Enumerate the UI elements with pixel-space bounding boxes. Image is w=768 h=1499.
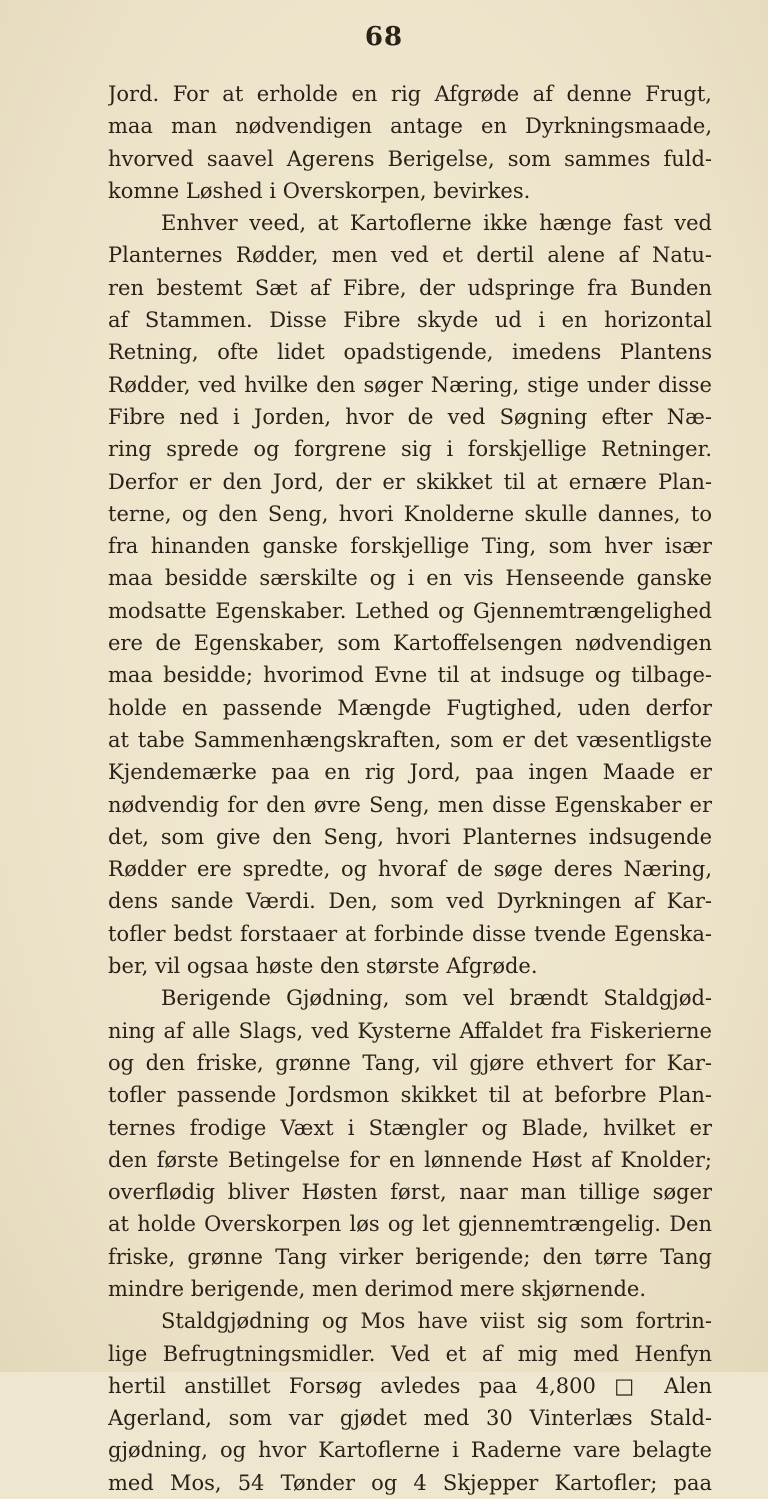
text-line: ere de Egenskaber, som Kartoffelsengen nødvendigen [108,631,712,656]
page-number: 68 [364,22,404,52]
text-line: mindre berigende, men derimod mere skjørnende. [108,1276,647,1301]
text-line: Kjendemærke paa en rig Jord, paa ingen Maade er [108,760,712,785]
text-line: tofler bedst forstaaer at forbinde disse tvende Egenska- [108,921,712,946]
text-line: Agerland, som var gjødet med 30 Vinterlæs Stald- [108,1406,712,1431]
text-line: Fibre ned i Jorden, hvor de ved Søgning efter Næ- [108,404,712,429]
text-line: Staldgjødning og Mos have viist sig som fortrin- [161,1309,712,1334]
text-line: fra hinanden ganske forskjellige Ting, som hver især [108,534,712,559]
text-line: ning af alle Slags, ved Kysterne Affaldet fra Fiskerierne [108,1018,712,1043]
text-line: Jord. For at erholde en rig Afgrøde af denne Frugt, [108,82,712,106]
text-line: Enhver veed, at Kartoflerne ikke hænge fast ved [161,211,712,236]
text-line: med Mos, 54 Tønder og 4 Skjepper Kartofler; paa [108,1470,712,1495]
text-line: tofler passende Jordsmon skikket til at beforbre Plan- [108,1083,712,1108]
text-line: Retning, ofte lidet opadstigende, imedens Plantens [108,340,712,365]
text-line: ring sprede og forgrene sig i forskjellige Retninger. [108,437,712,462]
text-line: at holde Overskorpen løs og let gjennemtrængelig. Den [108,1212,712,1237]
text-line: ren bestemt Sæt af Fibre, der udspringe fra Bunden [108,275,712,300]
text-line: maa man nødvendigen antage en Dyrkningsmaade, [108,114,712,139]
text-line: hvorved saavel Agerens Berigelse, som sammes fuld- [108,146,712,171]
text-line: nødvendig for den øvre Seng, men disse Egenskaber er [108,792,712,817]
text-line: overflødig bliver Høsten først, naar man tillige søger [108,1180,712,1205]
text-line: at tabe Sammenhængskraften, som er det væsentligste [108,727,712,752]
text-line: Berigende Gjødning, som vel brændt Staldgjød- [161,986,712,1011]
text-line: Rødder, ved hvilke den søger Næring, stige under disse [108,372,712,397]
text-line: gjødning, og hvor Kartoflerne i Raderne vare belagte [108,1438,712,1463]
text-line: komne Løshed i Overskorpen, bevirkes. [108,178,531,203]
text-line: af Stammen. Disse Fibre skyde ud i en horizontal [108,308,712,333]
text-line: det, som give den Seng, hvori Planternes indsugende [108,824,712,849]
text-line: terne, og den Seng, hvori Knolderne skulle dannes, to [108,501,712,526]
text-line: friske, grønne Tang virker berigende; den tørre Tang [108,1244,712,1269]
text-line: modsatte Egenskaber. Lethed og Gjennemtrængelighed [108,598,712,623]
text-line: Planternes Rødder, men ved et dertil alene af Natu- [108,243,712,268]
text-line: maa besidde; hvorimod Evne til at indsuge og tilbage- [108,663,712,688]
text-line: den første Betingelse for en lønnende Høst af Knolder; [108,1147,712,1172]
text-line: lige Befrugtningsmidler. Ved et af mig med Henfyn [108,1341,712,1366]
text-line: Rødder ere spredte, og hvoraf de søge deres Næring, [108,857,712,882]
text-line: og den friske, grønne Tang, vil gjøre ethvert for Kar- [108,1050,712,1075]
body-text [108,78,712,1499]
text-line: dens sande Værdi. Den, som ved Dyrkningen af Kar- [108,889,712,914]
text-line: holde en passende Mængde Fugtighed, uden derfor [108,695,712,720]
text-line: ternes frodige Væxt i Stængler og Blade, hvilket er [108,1115,712,1140]
text-line: hertil anstillet Forsøg avledes paa 4,800 □ Alen [108,1373,712,1398]
text-line: Derfor er den Jord, der er skikket til at ernære Plan- [108,469,712,494]
text-line: maa besidde særskilte og i en vis Henseende ganske [108,566,712,591]
text-line: ber, vil ogsaa høste den største Afgrøde. [108,954,538,979]
